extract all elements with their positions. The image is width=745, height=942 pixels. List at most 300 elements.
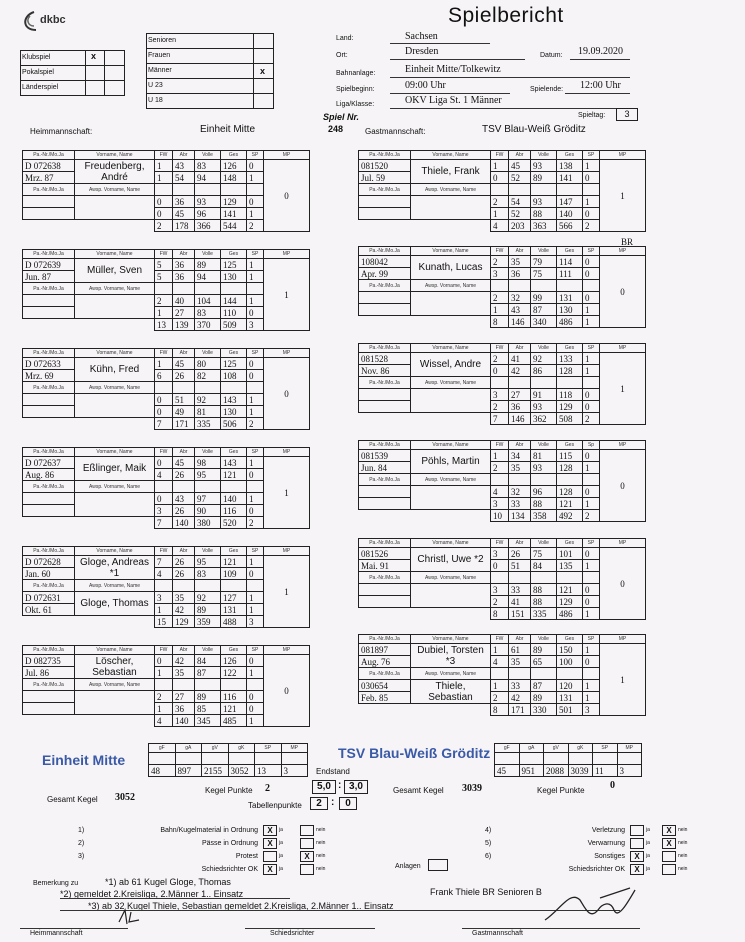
total-abr: 134 <box>509 510 531 522</box>
player-name: Müller, Sven <box>75 259 155 283</box>
cell-value: 0 <box>491 172 509 184</box>
cell-value: 1 <box>491 644 509 656</box>
cell-value: 1 <box>247 406 264 418</box>
cell-value: 0 <box>583 256 600 268</box>
remark-2: *2) gemeldet 2.Kreisliga, 2.Männer 1.. Einsatz <box>60 889 244 899</box>
cell-value: 84 <box>531 560 557 572</box>
guest-kegelpunkte: 0 <box>610 780 615 791</box>
cell-value: 97 <box>195 493 221 505</box>
cell-value: Ges <box>557 635 583 644</box>
cell-value: 2 <box>491 596 509 608</box>
category-frauen: Frauen <box>148 52 171 59</box>
sub-pass <box>23 295 75 307</box>
player-pass: D 082735 <box>23 655 75 667</box>
sub-name <box>411 292 491 316</box>
cell-value: 116 <box>221 691 247 703</box>
sub-year <box>23 208 75 220</box>
check-nein-box[interactable]: X <box>662 825 676 836</box>
cell-value: Awsp. Vorname, Name <box>411 377 491 389</box>
cell-value: 1 <box>583 353 600 365</box>
cell-value: 87 <box>531 680 557 692</box>
cell-value: 3 <box>491 268 509 280</box>
cell-value: 51 <box>509 560 531 572</box>
total-sp: 3 <box>247 319 264 331</box>
cell-value: 92 <box>195 592 221 604</box>
cell-value: Volle <box>531 441 557 450</box>
check-nein-box[interactable] <box>662 864 676 875</box>
cell-value: Ges <box>221 646 247 655</box>
sub-name <box>75 196 155 220</box>
cell-value: Schiedsrichter OK <box>201 866 258 873</box>
total-fw: 2 <box>155 220 173 232</box>
cell-value: 1 <box>583 365 600 377</box>
guest-totals-table <box>494 743 642 777</box>
player-name: Kühn, Fred <box>75 358 155 382</box>
cell-value: 84 <box>195 655 221 667</box>
player-mp: 0 <box>264 160 310 232</box>
total-sp: 1 <box>583 316 600 328</box>
cell-value: Vorname, Name <box>75 151 155 160</box>
cell-value: 1 <box>247 172 264 184</box>
cell-value: 82 <box>195 370 221 382</box>
cell-value: 36 <box>173 271 195 283</box>
cell-value: Abr <box>173 349 195 358</box>
cell-value: 1 <box>155 307 173 319</box>
cell-value: 35 <box>509 256 531 268</box>
cell-value: 2 <box>155 691 173 703</box>
cell-value: 32 <box>509 486 531 498</box>
category-u23: U 23 <box>148 82 163 89</box>
cell-value: Pa.-Nr./Mo.Ja <box>359 572 411 584</box>
cell-value: 26 <box>509 548 531 560</box>
cell-value: ja <box>646 840 650 846</box>
cell-value: 1 <box>247 604 264 616</box>
cell-value: 65 <box>531 656 557 668</box>
cell-value: Awsp. Vorname, Name <box>411 184 491 196</box>
cell-value: 41 <box>509 596 531 608</box>
cell-value: Pässe in Ordnung <box>201 840 258 847</box>
guest-br-marker: BR <box>621 237 634 247</box>
cell-value: nein <box>678 827 688 833</box>
cell-value: 91 <box>531 389 557 401</box>
sub-name <box>75 691 155 715</box>
check-ja-box[interactable] <box>263 851 277 862</box>
check-ja-box[interactable]: X <box>263 864 277 875</box>
category-senioren: Senioren <box>148 37 177 44</box>
cell-value: Vorname, Name <box>75 250 155 259</box>
cell-value: SP <box>583 539 600 548</box>
cell-value: 36 <box>173 259 195 271</box>
remark-1: *1) ab 61 Kugel Gloge, Thomas <box>105 877 231 887</box>
player-mp: 0 <box>600 256 646 328</box>
total-volle: 358 <box>531 510 557 522</box>
total-fw: 7 <box>491 413 509 425</box>
cell-value: Pa.-Nr./Mo.Ja <box>23 250 75 259</box>
total-ges: 501 <box>557 704 583 716</box>
cell-value: 1 <box>583 196 600 208</box>
check-row <box>485 838 745 851</box>
total-fw: 8 <box>491 704 509 716</box>
cell-value: 6 <box>155 370 173 382</box>
cell-value: 49 <box>173 406 195 418</box>
cell-value: Volle <box>531 344 557 353</box>
cell-value: 0 <box>247 196 264 208</box>
sub-pass <box>23 493 75 505</box>
check-row <box>485 864 745 877</box>
cell-value: 6) <box>485 853 492 860</box>
cell-value: 147 <box>557 196 583 208</box>
cell-value: 121 <box>221 556 247 568</box>
cell-value: 129 <box>221 196 247 208</box>
cell-value: Pa.-Nr./Mo.Ja <box>23 382 75 394</box>
cell-value: 42 <box>509 692 531 704</box>
cell-value: 81 <box>531 450 557 462</box>
cell-value: MP <box>281 744 308 753</box>
cell-value: SP <box>247 151 264 160</box>
total-volle: 359 <box>195 616 221 628</box>
player-name: Thiele, Frank <box>411 160 491 184</box>
total-fw: 8 <box>491 316 509 328</box>
cell-value: 1 <box>583 644 600 656</box>
total-sp: 1 <box>247 715 264 727</box>
cell-value: Vorname, Name <box>411 151 491 160</box>
total-volle: 370 <box>195 319 221 331</box>
home-total-gv: 2155 <box>202 765 229 777</box>
guest-total-gf: 45 <box>495 765 520 777</box>
cell-value: 122 <box>221 667 247 679</box>
cell-value: Pa.-Nr./Mo.Ja <box>359 344 411 353</box>
home-player-block <box>22 546 309 628</box>
player-pass: 108042 <box>359 256 411 268</box>
cell-value: gV <box>544 744 569 753</box>
cell-value: Abr <box>509 441 531 450</box>
category-maenner: Männer <box>148 67 172 74</box>
total-volle: 330 <box>531 704 557 716</box>
total-sp: 1 <box>583 608 600 620</box>
total-sp: 2 <box>583 413 600 425</box>
cell-value: 1 <box>583 560 600 572</box>
anlagen-box[interactable] <box>428 859 448 871</box>
home-player-block <box>22 150 309 232</box>
ende-value: 12:00 Uhr <box>580 80 621 91</box>
cell-value: 45 <box>173 457 195 469</box>
guest-player-block <box>358 634 641 716</box>
cell-value: 3) <box>78 853 85 860</box>
cell-value: 128 <box>557 486 583 498</box>
total-abr: 171 <box>173 418 195 430</box>
cell-value: 133 <box>557 353 583 365</box>
home-player-block <box>22 645 309 727</box>
total-sp: 2 <box>583 220 600 232</box>
cell-value: Vorname, Name <box>75 646 155 655</box>
total-ges: 492 <box>557 510 583 522</box>
cell-value: 54 <box>509 196 531 208</box>
cell-value: 99 <box>531 292 557 304</box>
cell-value: Awsp. Vorname, Name <box>411 280 491 292</box>
cell-value: 3 <box>155 592 173 604</box>
player-mp: 1 <box>600 353 646 425</box>
cell-value: 0 <box>155 394 173 406</box>
sub-year: Feb. 85 <box>359 692 411 704</box>
cell-value: FW <box>155 547 173 556</box>
total-sp: 3 <box>583 704 600 716</box>
cell-value: 0 <box>583 292 600 304</box>
total-ges: 506 <box>221 418 247 430</box>
spielnr-value: 248 <box>328 124 344 134</box>
cell-value: 0 <box>247 307 264 319</box>
cell-value: 121 <box>221 703 247 715</box>
cell-value: nein <box>678 853 688 859</box>
cell-value: 26 <box>173 469 195 481</box>
cell-value: 89 <box>195 691 221 703</box>
cell-value: 143 <box>221 457 247 469</box>
cell-value: FW <box>155 646 173 655</box>
cell-value: 89 <box>531 644 557 656</box>
cell-value: 94 <box>195 271 221 283</box>
cell-value: 80 <box>195 358 221 370</box>
total-abr: 146 <box>509 413 531 425</box>
cell-value: 0 <box>155 406 173 418</box>
cell-value: 4 <box>491 486 509 498</box>
check-ja-box[interactable]: X <box>263 825 277 836</box>
cell-value: 1 <box>155 604 173 616</box>
check-nein-box[interactable] <box>300 825 314 836</box>
check-ja-box[interactable] <box>630 825 644 836</box>
cell-value: 0 <box>583 268 600 280</box>
cell-value: 131 <box>557 292 583 304</box>
cell-value: Schiedsrichter OK <box>568 866 625 873</box>
cell-value: 35 <box>173 667 195 679</box>
cell-value: 93 <box>531 462 557 474</box>
guest-player-block <box>358 246 641 328</box>
check-nein-box[interactable]: X <box>662 838 676 849</box>
cell-value: Pa.-Nr./Mo.Ja <box>359 377 411 389</box>
match-type-klub-mark: x <box>91 51 97 61</box>
player-year: Aug. 86 <box>23 469 75 481</box>
cell-value: 1 <box>155 667 173 679</box>
cell-value: Protest <box>235 853 258 860</box>
cell-value: SP <box>583 247 600 256</box>
cell-value: MP <box>617 744 642 753</box>
cell-value: 1 <box>583 498 600 510</box>
cell-value: 1 <box>491 450 509 462</box>
cell-value: 120 <box>557 680 583 692</box>
cell-value: 52 <box>509 172 531 184</box>
cell-value: 88 <box>531 584 557 596</box>
cell-value: 3 <box>155 505 173 517</box>
match-type-pokal: Pokalspiel <box>22 69 54 76</box>
cell-value: Sp <box>583 441 600 450</box>
cell-value: 1 <box>247 556 264 568</box>
cell-value: 89 <box>531 692 557 704</box>
match-type-laender: Länderspiel <box>22 84 59 91</box>
datum-value: 19.09.2020 <box>578 46 623 57</box>
check-ja-box[interactable]: X <box>630 864 644 875</box>
cell-value: 4 <box>155 568 173 580</box>
cell-value: 129 <box>557 401 583 413</box>
cell-value: 1 <box>247 457 264 469</box>
cell-value: Pa.-Nr./Mo.Ja <box>359 184 411 196</box>
cell-value: Vorname, Name <box>411 635 491 644</box>
heim-team: Einheit Mitte <box>200 124 256 135</box>
cell-value: 0 <box>583 450 600 462</box>
total-ges: 509 <box>221 319 247 331</box>
guest-gesamt-kegel: 3039 <box>462 783 482 794</box>
home-player-block <box>22 249 309 331</box>
cell-value: 36 <box>173 196 195 208</box>
cell-value: SP <box>247 547 264 556</box>
guest-team-total-label: TSV Blau-Weiß Gröditz <box>338 745 491 761</box>
home-total-sp: 13 <box>255 765 282 777</box>
cell-value: Pa.-Nr./Mo.Ja <box>359 635 411 644</box>
cell-value: FW <box>155 448 173 457</box>
cell-value: 0 <box>247 691 264 703</box>
cell-value: 93 <box>531 401 557 413</box>
cell-value: MP <box>600 539 646 548</box>
sub-name <box>75 295 155 319</box>
cell-value: SP <box>583 344 600 353</box>
cell-value: 33 <box>509 680 531 692</box>
player-pass: 081539 <box>359 450 411 462</box>
cell-value: FW <box>491 635 509 644</box>
cell-value: 86 <box>531 365 557 377</box>
cell-value: Vorname, Name <box>75 448 155 457</box>
cell-value: MP <box>264 547 310 556</box>
cell-value: 141 <box>557 172 583 184</box>
cell-value: 83 <box>195 568 221 580</box>
cell-value: 2 <box>491 692 509 704</box>
cell-value: Ges <box>221 151 247 160</box>
cell-value: 0 <box>247 703 264 715</box>
home-total-mp: 3 <box>281 765 308 777</box>
cell-value: Sonstiges <box>594 853 625 860</box>
player-year: Apr. 99 <box>359 268 411 280</box>
check-nein-box[interactable] <box>662 851 676 862</box>
cell-value: MP <box>600 344 646 353</box>
cell-value: 35 <box>509 462 531 474</box>
check-nein-box[interactable]: X <box>300 851 314 862</box>
cell-value: FW <box>491 441 509 450</box>
cell-value: Volle <box>195 547 221 556</box>
cell-value: MP <box>600 247 646 256</box>
beginn-value: 09:00 Uhr <box>405 80 446 91</box>
home-total-gf: 48 <box>149 765 176 777</box>
match-type-klub: Klubspiel <box>22 54 51 61</box>
cell-value: 43 <box>509 304 531 316</box>
player-mp: 1 <box>600 160 646 232</box>
cell-value: Awsp. Vorname, Name <box>75 184 155 196</box>
cell-value: ja <box>646 853 650 859</box>
cell-value: 79 <box>531 256 557 268</box>
check-ja-box[interactable] <box>630 838 644 849</box>
gast-label: Gastmannschaft: <box>365 127 426 136</box>
cell-value: 2 <box>491 401 509 413</box>
home-gesamt-label: Gesamt Kegel <box>47 795 98 804</box>
cell-value: nein <box>678 866 688 872</box>
cell-value: 2 <box>491 196 509 208</box>
guest-player-block <box>358 440 641 522</box>
cell-value: 130 <box>221 271 247 283</box>
cell-value: 101 <box>557 548 583 560</box>
cell-value: 0 <box>155 655 173 667</box>
spieltag-value: 3 <box>616 108 638 121</box>
cell-value: ja <box>646 827 650 833</box>
player-pass: D 072628 <box>23 556 75 568</box>
cell-value: Ges <box>557 247 583 256</box>
cell-value: 114 <box>557 256 583 268</box>
sub-pass <box>359 292 411 304</box>
guest-player-block <box>358 538 641 620</box>
cell-value: 1 <box>491 160 509 172</box>
cell-value: Pa.-Nr./Mo.Ja <box>23 580 75 592</box>
total-fw: 4 <box>155 715 173 727</box>
cell-value: 100 <box>557 656 583 668</box>
total-fw: 7 <box>155 517 173 529</box>
cell-value: 0 <box>583 208 600 220</box>
cell-value: 1 <box>583 304 600 316</box>
cell-value: 150 <box>557 644 583 656</box>
check-row <box>78 864 338 877</box>
check-nein-box[interactable] <box>300 838 314 849</box>
cell-value: Vorname, Name <box>411 441 491 450</box>
liga-label: Liga/Klasse: <box>336 101 375 108</box>
cell-value: 0 <box>247 568 264 580</box>
check-row <box>485 851 745 864</box>
footer-schiri-label: Schiedsrichter <box>270 930 315 937</box>
check-nein-box[interactable] <box>300 864 314 875</box>
cell-value: 143 <box>221 394 247 406</box>
heim-label: Heimmannschaft: <box>30 127 93 136</box>
total-sp: 3 <box>247 616 264 628</box>
check-row <box>485 825 745 838</box>
check-ja-box[interactable]: X <box>630 851 644 862</box>
cell-value: 127 <box>221 592 247 604</box>
cell-value: 1 <box>583 680 600 692</box>
cell-value: 34 <box>509 450 531 462</box>
cell-value: Vorname, Name <box>75 547 155 556</box>
cell-value: 129 <box>557 596 583 608</box>
cell-value: Pa.-Nr./Mo.Ja <box>23 547 75 556</box>
total-volle: 335 <box>195 418 221 430</box>
cell-value: Pa.-Nr./Mo.Ja <box>359 668 411 680</box>
cell-value: Awsp. Vorname, Name <box>411 572 491 584</box>
home-gesamt-kegel: 3052 <box>115 792 135 803</box>
sub-name: Thiele, Sebastian <box>411 680 491 704</box>
guest-total-ga: 951 <box>519 765 544 777</box>
player-pass: 081897 <box>359 644 411 656</box>
cell-value: 0 <box>247 160 264 172</box>
check-ja-box[interactable]: X <box>263 838 277 849</box>
total-volle: 362 <box>531 413 557 425</box>
cell-value: Abr <box>509 635 531 644</box>
guest-player-block <box>358 150 641 232</box>
cell-value: gA <box>175 744 202 753</box>
cell-value: 5 <box>155 259 173 271</box>
cell-value: 140 <box>221 493 247 505</box>
cell-value: 27 <box>173 307 195 319</box>
cell-value: 3 <box>491 389 509 401</box>
cell-value: 0 <box>583 486 600 498</box>
cell-value: Ges <box>557 441 583 450</box>
cell-value: Pa.-Nr./Mo.Ja <box>23 448 75 457</box>
cell-value: 95 <box>195 469 221 481</box>
player-name: Pöhls, Martin <box>411 450 491 474</box>
total-ges: 544 <box>221 220 247 232</box>
page-title: Spielbericht <box>448 4 564 27</box>
liga-value: OKV Liga St. 1 Männer <box>405 95 502 106</box>
cell-value: 92 <box>531 353 557 365</box>
total-ges: 488 <box>221 616 247 628</box>
